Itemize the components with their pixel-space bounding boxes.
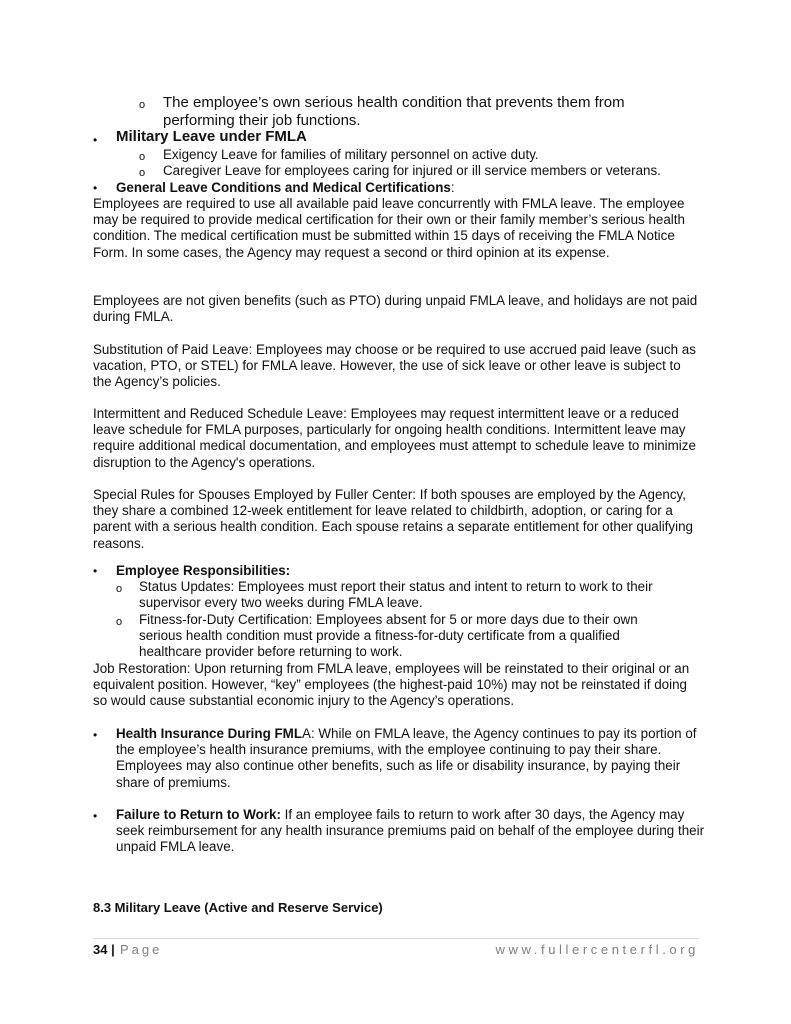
paid-leave-paragraph: Employees are required to use all available paid leave concurrently with FMLA leave. The employee may be required to provide medical certification for their own or their family member’s serious health condition. The medical certification must be submitted within 15 days of receiving the FMLA Notice Form. In some cases, the Agency may request a second or third opinion at its expense.: [93, 196, 685, 260]
bullet-marker: •: [93, 133, 98, 147]
failure-to-return-text: If an employee fails to return to work after 30 days, the Agency may seek reimbursement for any health insurance premiums paid on behalf of the employee during their unpaid FMLA leave.: [116, 807, 705, 855]
website-link[interactable]: www.fullercenterfl.org: [495, 942, 699, 957]
sub-bullet-marker: o: [139, 151, 146, 163]
responsibilities-heading: Employee Responsibilities:: [116, 563, 291, 578]
general-leave-heading-text: General Leave Conditions and Medical Certifications: [116, 180, 451, 195]
section-heading: 8.3 Military Leave (Active and Reserve Service): [93, 900, 383, 915]
page-number: 34 |: [93, 942, 115, 957]
spouses-paragraph: Special Rules for Spouses Employed by Fuller Center: If both spouses are employed by the Agency, they share a combined 12-week entitlement for leave related to childbirth, adoption, or caring for a parent with a serious health condition. Each spouse retains a separate entitlement for other qualifying reasons.: [93, 487, 693, 551]
intermittent-paragraph: Intermittent and Reduced Schedule Leave: Employees may request intermittent leave or a reduced leave schedule for FMLA purposes, particularly for ongoing health conditions. Intermittent leave may require additional medical documentation, and employees must attempt to schedule leave to minimize disruption to the Agency's operations.: [93, 406, 696, 470]
fitness-for-duty-item: Fitness-for-Duty Certification: Employees absent for 5 or more days due to their own serious health condition must provide a fitness-for-duty certificate from a qualified healthcare provider before returning to work.: [139, 612, 638, 660]
failure-to-return-heading: Failure to Return to Work:: [116, 807, 281, 822]
military-leave-heading: Military Leave under FMLA: [116, 128, 307, 145]
health-insurance-heading-tail: A: [302, 726, 311, 741]
health-insurance-item: [116, 726, 699, 791]
general-leave-colon: :: [450, 180, 455, 195]
exigency-leave-item: Exigency Leave for families of military personnel on active duty.: [163, 147, 539, 162]
benefits-paragraph: Employees are not given benefits (such as PTO) during unpaid FMLA leave, and holidays are not paid during FMLA.: [93, 293, 698, 325]
health-insurance-heading: Health Insurance During FML: [116, 726, 302, 741]
bullet-marker: •: [93, 728, 98, 742]
health-insurance-text: : While on FMLA leave, the Agency continues to pay its portion of the employee’s health insurance premiums, with the employee continuing to pay their share. Employees may also continue other benefits, such as life or disability insurance, by paying their share of premiums.: [116, 726, 697, 790]
bullet-marker: •: [93, 809, 98, 823]
caregiver-leave-item: Caregiver Leave for employees caring for injured or ill service members or veterans.: [163, 163, 661, 178]
failure-to-return-item: [116, 807, 706, 856]
bullet-marker: •: [93, 564, 98, 578]
status-updates-item: Status Updates: Employees must report their status and intent to return to work to their supervisor every two weeks during FMLA leave.: [139, 579, 653, 611]
footer-divider: [93, 938, 699, 939]
sub-bullet-marker: o: [139, 99, 146, 111]
sub-bullet-marker: o: [139, 167, 146, 179]
substitution-paragraph: Substitution of Paid Leave: Employees may choose or be required to use accrued paid leave (such as vacation, PTO, or STEL) for FMLA leave. However, the use of sick leave or other leave is subject to the Agency’s policies.: [93, 342, 696, 390]
general-leave-heading: [116, 180, 726, 196]
sub-bullet-marker: o: [116, 583, 123, 595]
bullet-marker: •: [93, 181, 98, 195]
own-condition-item: The employee’s own serious health condition that prevents them from performing their job functions.: [163, 94, 625, 129]
sub-bullet-marker: o: [116, 616, 123, 628]
job-restoration-paragraph: Job Restoration: Upon returning from FMLA leave, employees will be reinstated to their original or an equivalent position. However, “key” employees (the highest-paid 10%) may not be reinstated if doing so would cause substantial economic injury to the Agency’s operations.: [93, 661, 690, 709]
page-label: Page: [120, 942, 163, 957]
